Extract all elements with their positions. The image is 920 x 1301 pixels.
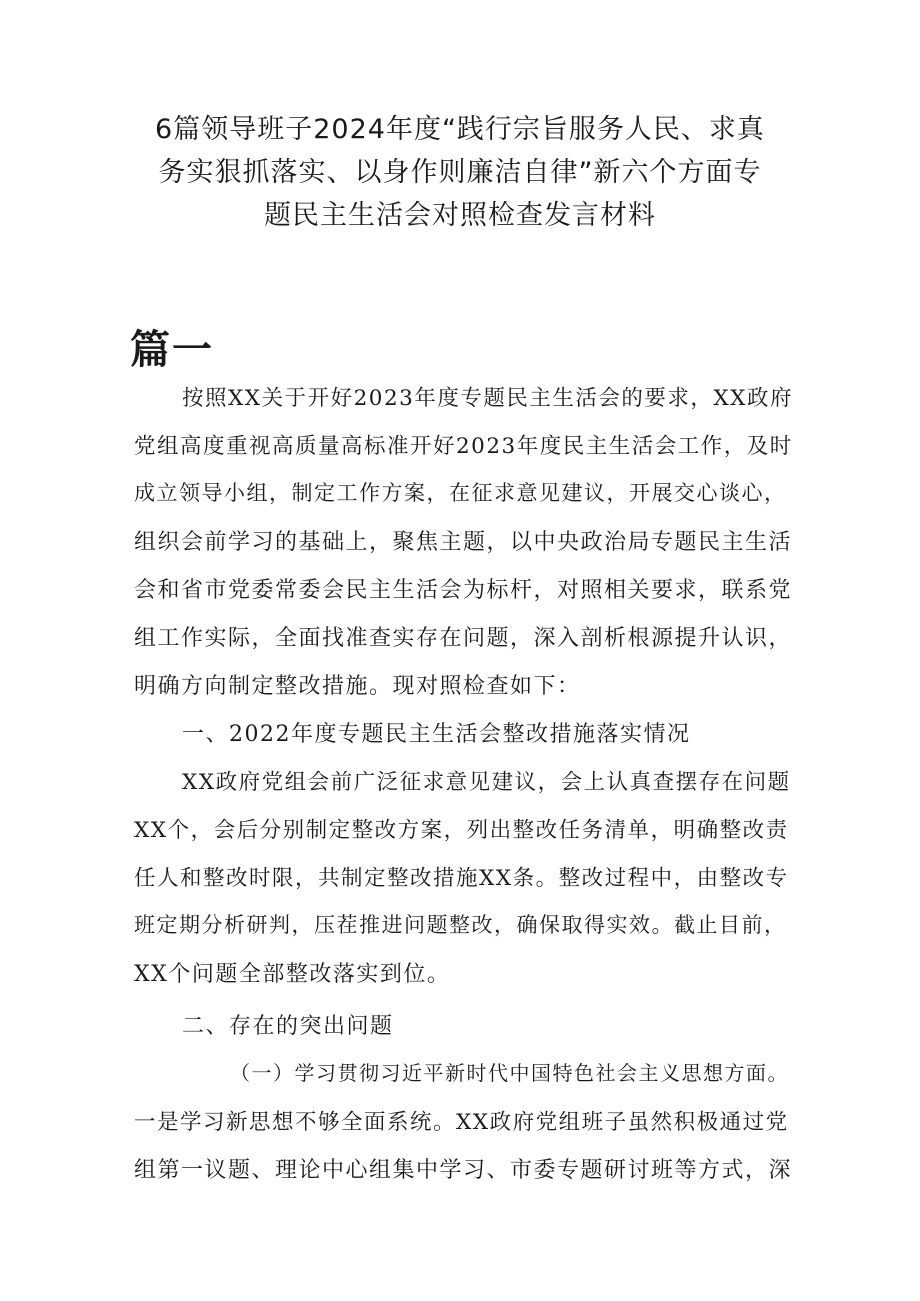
subsection-heading: 一、2022年度专题民主生活会整改措施落实情况	[182, 722, 691, 747]
body-line: 明确方向制定整改措施。现对照检查如下：	[134, 674, 581, 699]
body-line: 组第一议题、理论中心组集中学习、市委专题研讨班等方式，深	[134, 1158, 793, 1183]
body-line: 会和省市党委常委会民主生活会为标杆，对照相关要求，联系党	[134, 578, 793, 603]
body-line: XX个，会后分别制定整改方案，列出整改任务清单，明确整改责	[134, 818, 789, 843]
title-line: 6篇领导班子2024年度“践行宗旨服务人民、求真	[155, 114, 765, 145]
body-line: 任人和整改时限，共制定整改措施XX条。整改过程中，由整改专	[134, 866, 789, 891]
subsection-heading: 二、存在的突出问题	[182, 1014, 394, 1039]
section-heading: 篇一	[130, 327, 214, 373]
body-line: 按照XX关于开好2023年度专题民主生活会的要求，XX政府	[182, 386, 793, 411]
body-line: 党组高度重视高质量高标准开好2023年度民主生活会工作，及时	[134, 434, 793, 459]
document-title	[120, 108, 800, 237]
body-line: XX政府党组会前广泛征求意见建议，会上认真查摆存在问题	[182, 770, 791, 795]
body-line: 一是学习新思想不够全面系统。XX政府党组班子虽然积极通过党	[134, 1110, 789, 1135]
body-line: XX个问题全部整改落实到位。	[134, 962, 451, 987]
title-line: 务实狠抓落实、以身作则廉洁自律”新六个方面专	[158, 157, 762, 188]
body-line: 成立领导小组，制定工作方案，在征求意见建议，开展交心谈心，	[134, 481, 787, 505]
title-line: 题民主生活会对照检查发言材料	[264, 200, 656, 231]
subsection-heading: （一）学习贯彻习近平新时代中国特色社会主义思想方面。	[230, 1061, 789, 1085]
body-line: 组工作实际，全面找准查实存在问题，深入剖析根源提升认识，	[134, 626, 793, 651]
body-line: 班定期分析研判，压茬推进问题整改，确保取得实效。截止目前，	[134, 913, 787, 937]
body-line: 组织会前学习的基础上，聚焦主题，以中央政治局专题民主生活	[134, 530, 793, 555]
